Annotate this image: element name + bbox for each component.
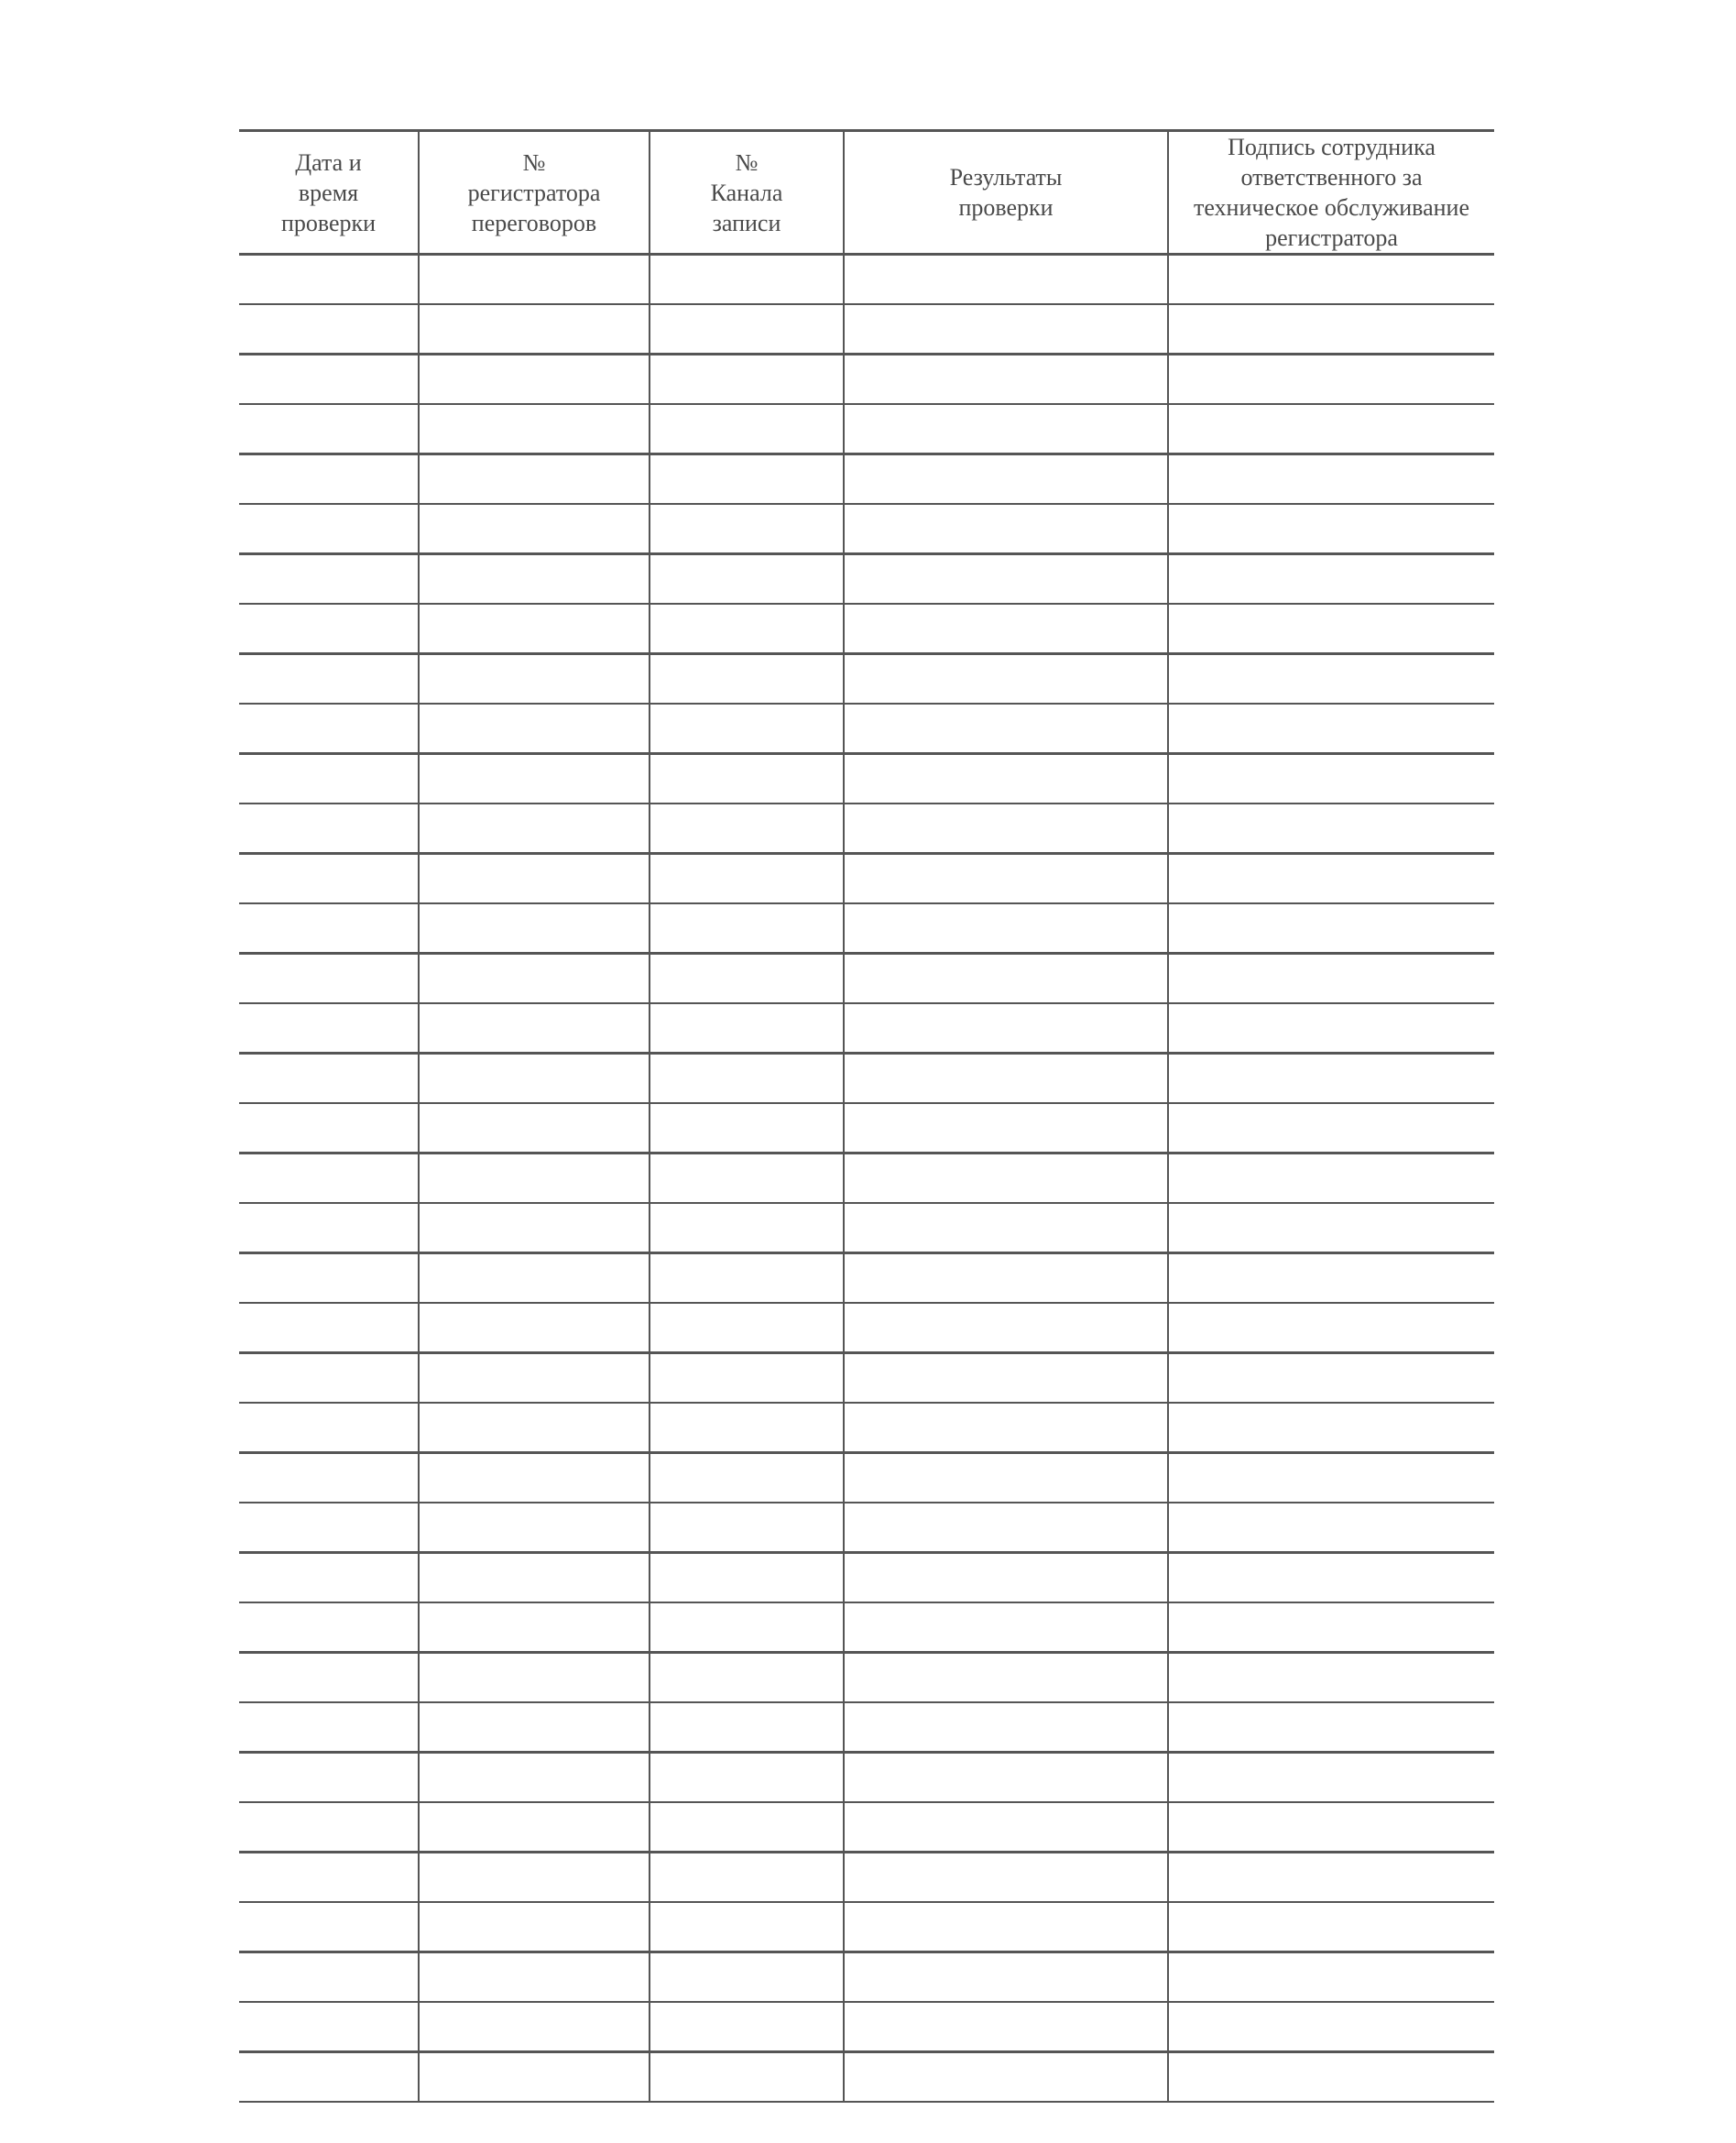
table-cell-recorder[interactable] <box>419 554 650 605</box>
table-cell-datetime[interactable] <box>239 2052 419 2103</box>
table-cell-signature[interactable] <box>1168 903 1494 954</box>
table-cell-datetime[interactable] <box>239 1253 419 1304</box>
table-cell-signature[interactable] <box>1168 704 1494 754</box>
table-cell-results[interactable] <box>844 1602 1168 1653</box>
header-datetime-label: Дата и время проверки <box>280 148 377 236</box>
table-cell-signature[interactable] <box>1168 1154 1494 1204</box>
header-channel-number-label: № Канала записи <box>710 148 783 236</box>
table-cell-signature[interactable] <box>1168 454 1494 505</box>
table-cell-signature[interactable] <box>1168 1054 1494 1104</box>
table-row <box>239 604 1494 654</box>
table-cell-datetime[interactable] <box>239 1453 419 1503</box>
table-cell-signature[interactable] <box>1168 1503 1494 1553</box>
table-cell-datetime[interactable] <box>239 1203 419 1253</box>
table-cell-recorder[interactable] <box>419 454 650 505</box>
table-cell-recorder[interactable] <box>419 1952 650 2003</box>
table-cell-channel[interactable] <box>650 903 844 954</box>
table-cell-recorder[interactable] <box>419 704 650 754</box>
table-cell-channel[interactable] <box>650 704 844 754</box>
table-cell-recorder[interactable] <box>419 1353 650 1404</box>
table-row <box>239 954 1494 1004</box>
table-row <box>239 304 1494 355</box>
table-cell-signature[interactable] <box>1168 1553 1494 1603</box>
table-cell-results[interactable] <box>844 1003 1168 1054</box>
table-cell-datetime[interactable] <box>239 1154 419 1204</box>
table-cell-results[interactable] <box>844 704 1168 754</box>
table-row <box>239 854 1494 904</box>
table-cell-channel[interactable] <box>650 804 844 854</box>
header-results-label: Результаты проверки <box>949 164 1063 221</box>
table-cell-channel[interactable] <box>650 1253 844 1304</box>
table-cell-signature[interactable] <box>1168 504 1494 554</box>
table-cell-datetime[interactable] <box>239 804 419 854</box>
table-cell-signature[interactable] <box>1168 404 1494 454</box>
table-cell-results[interactable] <box>844 1553 1168 1603</box>
table-row <box>239 1453 1494 1503</box>
table-cell-datetime[interactable] <box>239 1353 419 1404</box>
table-cell-results[interactable] <box>844 903 1168 954</box>
table-row <box>239 654 1494 705</box>
table-row <box>239 554 1494 605</box>
table-cell-results[interactable] <box>844 1902 1168 1952</box>
table-cell-recorder[interactable] <box>419 1154 650 1204</box>
table-cell-channel[interactable] <box>650 954 844 1004</box>
table-cell-datetime[interactable] <box>239 1303 419 1353</box>
table-cell-datetime[interactable] <box>239 954 419 1004</box>
table-cell-signature[interactable] <box>1168 355 1494 405</box>
table-cell-results[interactable] <box>844 1653 1168 1703</box>
table-cell-recorder[interactable] <box>419 255 650 305</box>
table-row <box>239 1253 1494 1304</box>
table-cell-results[interactable] <box>844 1253 1168 1304</box>
table-cell-results[interactable] <box>844 654 1168 705</box>
table-cell-recorder[interactable] <box>419 1853 650 1903</box>
table-cell-datetime[interactable] <box>239 404 419 454</box>
table-cell-results[interactable] <box>844 404 1168 454</box>
table-row <box>239 355 1494 405</box>
table-row <box>239 1802 1494 1853</box>
table-row <box>239 404 1494 454</box>
table-cell-channel[interactable] <box>650 454 844 505</box>
table-cell-results[interactable] <box>844 1503 1168 1553</box>
table-row <box>239 1203 1494 1253</box>
table-cell-channel[interactable] <box>650 754 844 804</box>
table-cell-signature[interactable] <box>1168 754 1494 804</box>
table-row <box>239 1003 1494 1054</box>
table-cell-signature[interactable] <box>1168 1753 1494 1803</box>
table-cell-channel[interactable] <box>650 1303 844 1353</box>
table-cell-channel[interactable] <box>650 304 844 355</box>
table-cell-signature[interactable] <box>1168 1303 1494 1353</box>
table-row <box>239 704 1494 754</box>
table-cell-signature[interactable] <box>1168 554 1494 605</box>
table-row <box>239 255 1494 305</box>
table-row <box>239 1103 1494 1154</box>
table-cell-results[interactable] <box>844 954 1168 1004</box>
table-cell-channel[interactable] <box>650 1154 844 1204</box>
table-cell-channel[interactable] <box>650 1003 844 1054</box>
table-cell-datetime[interactable] <box>239 704 419 754</box>
table-cell-datetime[interactable] <box>239 355 419 405</box>
table-cell-channel[interactable] <box>650 355 844 405</box>
table-row <box>239 1602 1494 1653</box>
table-cell-datetime[interactable] <box>239 1003 419 1054</box>
table-cell-channel[interactable] <box>650 1653 844 1703</box>
table-cell-channel[interactable] <box>650 1802 844 1853</box>
table-cell-datetime[interactable] <box>239 1103 419 1154</box>
table-cell-results[interactable] <box>844 1952 1168 2003</box>
table-cell-results[interactable] <box>844 1453 1168 1503</box>
table-cell-channel[interactable] <box>650 854 844 904</box>
table-cell-results[interactable] <box>844 1403 1168 1453</box>
header-datetime <box>239 131 419 255</box>
table-cell-channel[interactable] <box>650 654 844 705</box>
table-cell-signature[interactable] <box>1168 1702 1494 1753</box>
table-cell-datetime[interactable] <box>239 1802 419 1853</box>
table-cell-signature[interactable] <box>1168 1802 1494 1853</box>
table-cell-channel[interactable] <box>650 1553 844 1603</box>
table-cell-recorder[interactable] <box>419 1503 650 1553</box>
table-cell-signature[interactable] <box>1168 2052 1494 2103</box>
table-cell-recorder[interactable] <box>419 504 650 554</box>
table-cell-channel[interactable] <box>650 1702 844 1753</box>
table-cell-channel[interactable] <box>650 1403 844 1453</box>
table-cell-channel[interactable] <box>650 554 844 605</box>
table-row <box>239 1853 1494 1903</box>
table-cell-recorder[interactable] <box>419 1453 650 1503</box>
table-row <box>239 1353 1494 1404</box>
table-row <box>239 903 1494 954</box>
table-cell-datetime[interactable] <box>239 1602 419 1653</box>
table-cell-datetime[interactable] <box>239 1753 419 1803</box>
table-cell-recorder[interactable] <box>419 903 650 954</box>
table-cell-signature[interactable] <box>1168 604 1494 654</box>
table-cell-recorder[interactable] <box>419 1753 650 1803</box>
table-row <box>239 2052 1494 2103</box>
table-cell-datetime[interactable] <box>239 1853 419 1903</box>
table-cell-signature[interactable] <box>1168 954 1494 1004</box>
table-cell-channel[interactable] <box>650 1054 844 1104</box>
table-cell-recorder[interactable] <box>419 304 650 355</box>
table-cell-signature[interactable] <box>1168 804 1494 854</box>
table-cell-datetime[interactable] <box>239 2002 419 2052</box>
table-cell-datetime[interactable] <box>239 903 419 954</box>
table-body <box>239 255 1494 2103</box>
table-header-row <box>239 131 1494 255</box>
table-cell-channel[interactable] <box>650 1602 844 1653</box>
table-cell-signature[interactable] <box>1168 854 1494 904</box>
table-cell-signature[interactable] <box>1168 1853 1494 1903</box>
table-cell-results[interactable] <box>844 1154 1168 1204</box>
table-cell-channel[interactable] <box>650 1853 844 1903</box>
table-cell-results[interactable] <box>844 1753 1168 1803</box>
table-cell-results[interactable] <box>844 2052 1168 2103</box>
table-cell-datetime[interactable] <box>239 654 419 705</box>
table-cell-recorder[interactable] <box>419 754 650 804</box>
table-cell-datetime[interactable] <box>239 554 419 605</box>
table-cell-results[interactable] <box>844 1353 1168 1404</box>
table-cell-recorder[interactable] <box>419 954 650 1004</box>
table-cell-recorder[interactable] <box>419 604 650 654</box>
table-cell-signature[interactable] <box>1168 654 1494 705</box>
table-cell-results[interactable] <box>844 754 1168 804</box>
table-cell-datetime[interactable] <box>239 1403 419 1453</box>
table-cell-signature[interactable] <box>1168 1203 1494 1253</box>
header-recorder-number-label: № регистратора переговоров <box>467 148 601 236</box>
table-cell-datetime[interactable] <box>239 1902 419 1952</box>
table-cell-signature[interactable] <box>1168 1653 1494 1703</box>
table-cell-datetime[interactable] <box>239 1054 419 1104</box>
table-cell-signature[interactable] <box>1168 1602 1494 1653</box>
table-cell-results[interactable] <box>844 1303 1168 1353</box>
table-cell-results[interactable] <box>844 1702 1168 1753</box>
table-cell-signature[interactable] <box>1168 1952 1494 2003</box>
table-cell-channel[interactable] <box>650 504 844 554</box>
table-cell-signature[interactable] <box>1168 255 1494 305</box>
table-row <box>239 1702 1494 1753</box>
table-row <box>239 1154 1494 1204</box>
table-cell-signature[interactable] <box>1168 1902 1494 1952</box>
inspection-log-table <box>239 129 1494 2103</box>
table-cell-results[interactable] <box>844 1802 1168 1853</box>
table-cell-recorder[interactable] <box>419 654 650 705</box>
table-row <box>239 804 1494 854</box>
table-row <box>239 454 1494 505</box>
header-signature-label: Подпись сотрудника ответственного за техническое обслуживание регистратора <box>1194 134 1469 251</box>
table-cell-signature[interactable] <box>1168 1403 1494 1453</box>
table-cell-datetime[interactable] <box>239 1653 419 1703</box>
table-cell-results[interactable] <box>844 1054 1168 1104</box>
table-cell-datetime[interactable] <box>239 504 419 554</box>
table-cell-datetime[interactable] <box>239 1503 419 1553</box>
table-cell-signature[interactable] <box>1168 1003 1494 1054</box>
table-cell-recorder[interactable] <box>419 1203 650 1253</box>
table-cell-datetime[interactable] <box>239 454 419 505</box>
table-cell-recorder[interactable] <box>419 1602 650 1653</box>
table-cell-recorder[interactable] <box>419 1103 650 1154</box>
table-row <box>239 1553 1494 1603</box>
table-cell-results[interactable] <box>844 454 1168 505</box>
table-cell-signature[interactable] <box>1168 1453 1494 1503</box>
table-cell-recorder[interactable] <box>419 1403 650 1453</box>
table-cell-datetime[interactable] <box>239 754 419 804</box>
table-cell-datetime[interactable] <box>239 1952 419 2003</box>
table-cell-channel[interactable] <box>650 255 844 305</box>
table-cell-results[interactable] <box>844 1853 1168 1903</box>
table-cell-datetime[interactable] <box>239 854 419 904</box>
table-cell-recorder[interactable] <box>419 804 650 854</box>
table-cell-channel[interactable] <box>650 1902 844 1952</box>
table-cell-datetime[interactable] <box>239 304 419 355</box>
table-cell-results[interactable] <box>844 504 1168 554</box>
table-cell-signature[interactable] <box>1168 1253 1494 1304</box>
table-cell-recorder[interactable] <box>419 1303 650 1353</box>
table-cell-channel[interactable] <box>650 2002 844 2052</box>
table-cell-channel[interactable] <box>650 1952 844 2003</box>
table-cell-results[interactable] <box>844 854 1168 904</box>
table-cell-results[interactable] <box>844 1203 1168 1253</box>
table-row <box>239 1653 1494 1703</box>
table-cell-results[interactable] <box>844 804 1168 854</box>
table-row <box>239 1952 1494 2003</box>
header-results <box>844 131 1168 255</box>
table-row <box>239 1902 1494 1952</box>
table-cell-datetime[interactable] <box>239 1702 419 1753</box>
table-row <box>239 2002 1494 2052</box>
table-cell-recorder[interactable] <box>419 1054 650 1104</box>
table-row <box>239 754 1494 804</box>
table-cell-datetime[interactable] <box>239 255 419 305</box>
table-cell-recorder[interactable] <box>419 355 650 405</box>
table-cell-signature[interactable] <box>1168 1353 1494 1404</box>
header-channel-number <box>650 131 844 255</box>
table-cell-results[interactable] <box>844 1103 1168 1154</box>
table-cell-results[interactable] <box>844 554 1168 605</box>
table-cell-recorder[interactable] <box>419 1553 650 1603</box>
table-cell-channel[interactable] <box>650 1453 844 1503</box>
table-row <box>239 1753 1494 1803</box>
table-cell-channel[interactable] <box>650 404 844 454</box>
table-cell-results[interactable] <box>844 255 1168 305</box>
header-recorder-number <box>419 131 650 255</box>
table-cell-results[interactable] <box>844 304 1168 355</box>
table-cell-channel[interactable] <box>650 1203 844 1253</box>
header-signature <box>1168 131 1494 255</box>
table-row <box>239 1054 1494 1104</box>
table-cell-recorder[interactable] <box>419 1653 650 1703</box>
table-cell-recorder[interactable] <box>419 404 650 454</box>
table-cell-channel[interactable] <box>650 1753 844 1803</box>
table-cell-recorder[interactable] <box>419 1253 650 1304</box>
table-cell-recorder[interactable] <box>419 1003 650 1054</box>
table-cell-recorder[interactable] <box>419 1902 650 1952</box>
table-cell-recorder[interactable] <box>419 1802 650 1853</box>
table-row <box>239 504 1494 554</box>
table-cell-recorder[interactable] <box>419 1702 650 1753</box>
table-cell-recorder[interactable] <box>419 854 650 904</box>
table-cell-channel[interactable] <box>650 604 844 654</box>
table-cell-signature[interactable] <box>1168 1103 1494 1154</box>
table-row <box>239 1303 1494 1353</box>
table-cell-channel[interactable] <box>650 2052 844 2103</box>
table-cell-channel[interactable] <box>650 1503 844 1553</box>
table-cell-datetime[interactable] <box>239 604 419 654</box>
table-cell-results[interactable] <box>844 2002 1168 2052</box>
table-cell-results[interactable] <box>844 355 1168 405</box>
table-cell-recorder[interactable] <box>419 2052 650 2103</box>
table-cell-channel[interactable] <box>650 1353 844 1404</box>
table-row <box>239 1403 1494 1453</box>
table-cell-recorder[interactable] <box>419 2002 650 2052</box>
table-cell-results[interactable] <box>844 604 1168 654</box>
table-cell-channel[interactable] <box>650 1103 844 1154</box>
table-cell-signature[interactable] <box>1168 2002 1494 2052</box>
table-cell-signature[interactable] <box>1168 304 1494 355</box>
table-cell-datetime[interactable] <box>239 1553 419 1603</box>
table-row <box>239 1503 1494 1553</box>
